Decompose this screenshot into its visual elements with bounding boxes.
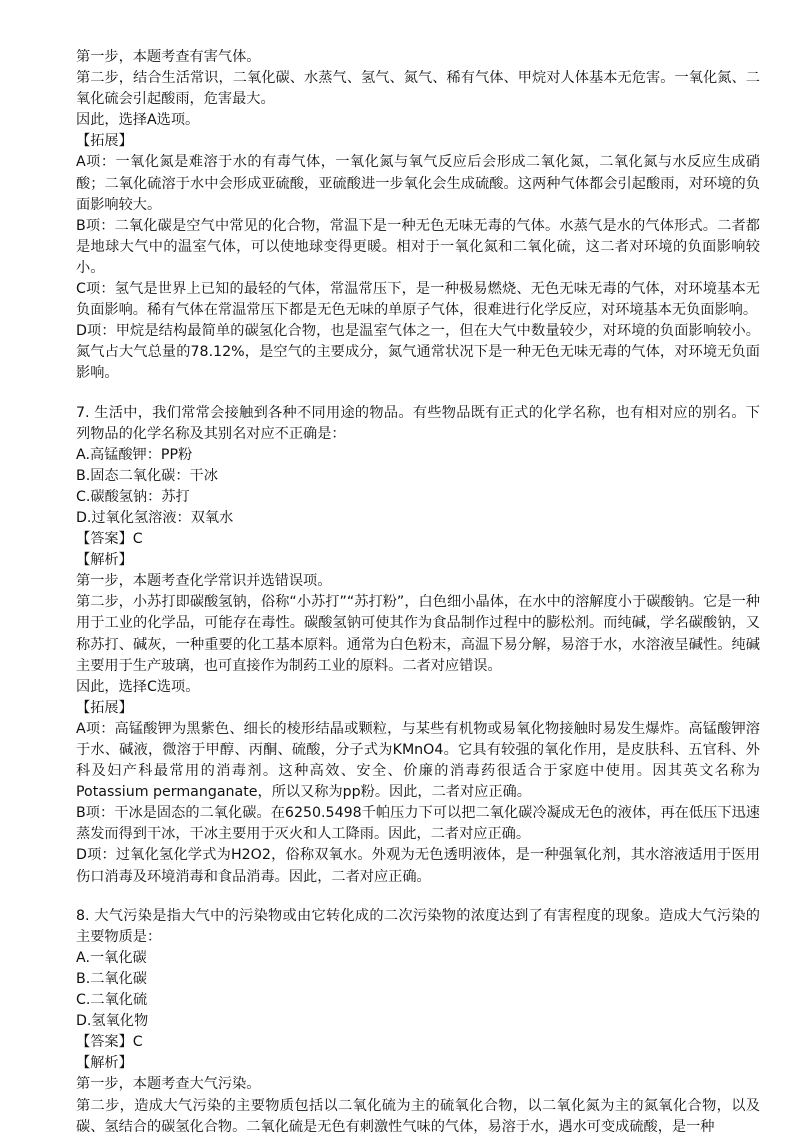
extension-option-d: D项：甲烷是结构最简单的碳氢化合物，也是温室气体之一，但在大气中数量较少，对环境的负面影响较小。氮气占大气总量的78.12%，是空气的主要成分，氮气通常状况下是一种无色无味无毒的气体，对环境无负面影响。: [76, 323, 760, 382]
question-7-extension-a: A项：高锰酸钾为黑紫色、细长的棱形结晶或颗粒，与某些有机物或易氧化物接触时易发生爆炸。高锰酸钾溶于水、碱液，微溶于甲醇、丙酮、硫酸，分子式为KMnO4。它具有较强的氧化作用，是皮肤科、五官科、外科及妇产科最常用的消毒剂。这种高效、安全、价廉的消毒药很适合于家庭中使用。因其英文名称为Potassium permanganate，所以又称为pp粉。因此，二者对应正确。: [76, 720, 760, 801]
question-7-option-b: B.固态二氧化碳：干冰: [76, 467, 218, 484]
conclusion: 因此，选择A选项。: [76, 112, 200, 129]
step-two: 第二步，结合生活常识，二氧化碳、水蒸气、氢气、氮气、稀有气体、甲烷对人体基本无危害。一氧化氮、二氧化硫会引起酸雨，危害最大。: [76, 70, 760, 108]
question-8-step-two: 第二步，造成大气污染的主要物质包括以二氧化硫为主的硫氧化合物，以二氧化氮为主的氮氧化合物，以及碳、氢结合的碳氢化合物。二氧化硫是无色有刺激性气味的气体，易溶于水，遇水可变成硫酸，是一种: [76, 1097, 760, 1135]
question-8-option-b: B.二氧化碳: [76, 970, 147, 987]
extension-option-b: B项：二氧化碳是空气中常见的化合物，常温下是一种无色无味无毒的气体。水蒸气是水的气体形式。二者都是地球大气中的温室气体，可以使地球变得更暖。相对于一氧化氮和二氧化硫，这二者对环境的负面影响较小。: [76, 217, 760, 276]
question-7-extension-d: D项：过氧化氢化学式为H2O2，俗称双氧水。外观为无色透明液体，是一种强氧化剂，其水溶液适用于医用伤口消毒及环境消毒和食品消毒。因此，二者对应正确。: [76, 847, 760, 885]
extension-option-a: A项：一氧化氮是难溶于水的有毒气体，一氧化氮与氧气反应后会形成二氧化氮，二氧化氮与水反应生成硝酸；二氧化硫溶于水中会形成亚硫酸，亚硫酸进一步氧化会生成硫酸。这两种气体都会引起酸雨，对环境的负面影响较大。: [76, 154, 760, 213]
question-8-step-one: 第一步，本题考查大气污染。: [76, 1076, 261, 1093]
question-8-option-d: D.氢氧化物: [76, 1013, 149, 1030]
question-7-step-one: 第一步，本题考查化学常识并选错误项。: [76, 573, 332, 590]
question-8-option-c: C.二氧化硫: [76, 992, 148, 1009]
question-7-analysis-heading: 【解析】: [76, 552, 133, 569]
question-8-option-a: A.一氧化碳: [76, 949, 147, 966]
question-7-stem: 7. 生活中，我们常常会接触到各种不同用途的物品。有些物品既有正式的化学名称，也有相对应的别名。下列物品的化学名称及其别名对应不正确是：: [76, 404, 760, 442]
question-8-analysis-heading: 【解析】: [76, 1055, 133, 1072]
question-7-option-c: C.碳酸氢钠：苏打: [76, 488, 190, 505]
step-one: 第一步，本题考查有害气体。: [76, 49, 261, 65]
extension-option-c: C项：氢气是世界上已知的最轻的气体，常温常压下，是一种极易燃烧、无色无味无毒的气体，对环境基本无负面影响。稀有气体在常温常压下都是无色无味的单原子气体，很难进行化学反应，对环境基本无负面影响。: [76, 281, 760, 319]
question-7-step-two: 第二步，小苏打即碳酸氢钠，俗称“小苏打”“苏打粉”，白色细小晶体，在水中的溶解度小于碳酸钠。它是一种用于工业的化学品，可能存在毒性。碳酸氢钠可使其作为食品制作过程中的膨松剂。而纯碱，学名碳酸钠，又称苏打、碱灰，一种重要的化工基本原料。通常为白色粉末，高温下易分解，易溶于水，水溶液呈碱性。纯碱主要用于生产玻璃，也可直接作为制药工业的原料。二者对应错误。: [76, 594, 760, 674]
document-page: [76, 47, 760, 1138]
question-7-answer: 【答案】C: [76, 531, 143, 548]
question-8-answer: 【答案】C: [76, 1034, 143, 1051]
extension-heading: 【拓展】: [76, 133, 133, 150]
section-gap: [76, 385, 760, 403]
question-7-extension-b: B项：干冰是固态的二氧化碳。在6250.5498千帕压力下可以把二氧化碳冷凝成无色的液体，再在低压下迅速蒸发而得到干冰，干冰主要用于灭火和人工降雨。因此，二者对应正确。: [76, 805, 760, 843]
question-7-extension-heading: 【拓展】: [76, 699, 133, 716]
question-8-stem: 8. 大气污染是指大气中的污染物或由它转化成的二次污染物的浓度达到了有害程度的现象。造成大气污染的主要物质是：: [76, 907, 760, 945]
section-gap: [76, 888, 760, 906]
question-7-conclusion: 因此，选择C选项。: [76, 678, 200, 695]
question-7-option-d: D.过氧化氢溶液：双氧水: [76, 509, 234, 526]
question-7-option-a: A.高锰酸钾：PP粉: [76, 446, 193, 463]
